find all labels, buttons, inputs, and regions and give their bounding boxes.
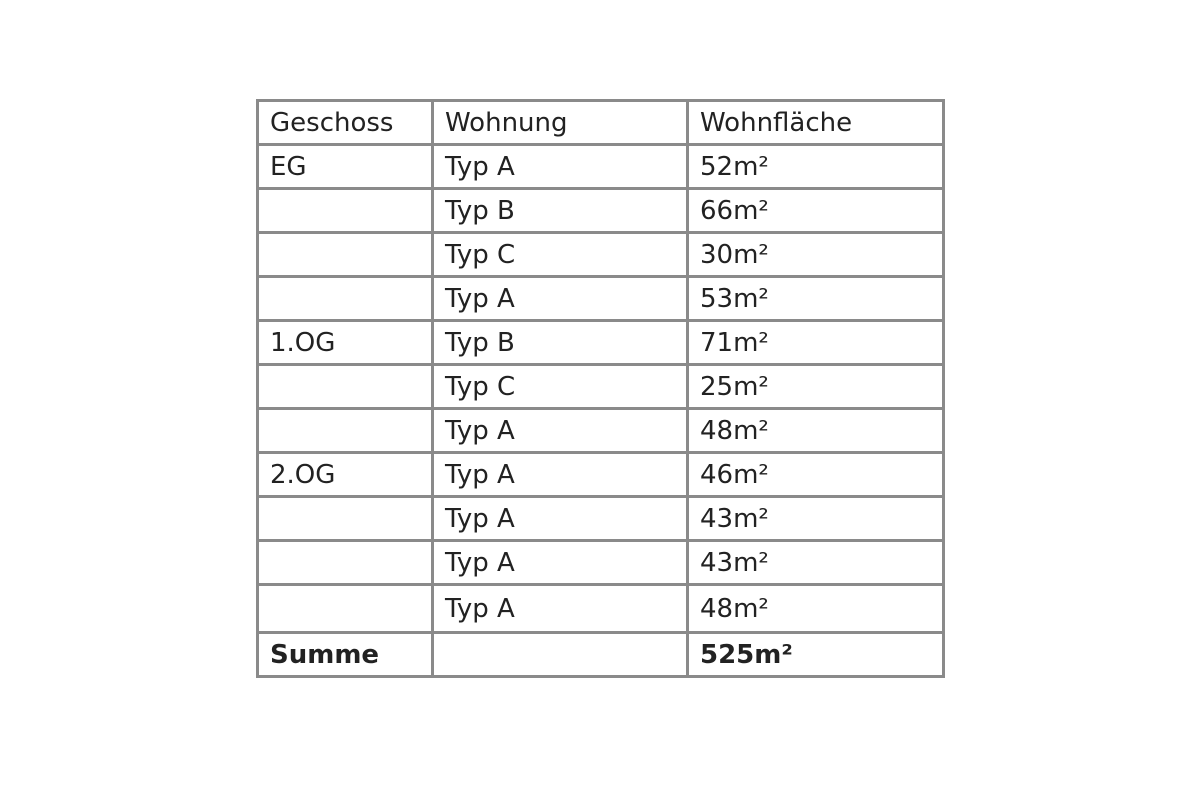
cell-wohnung: Typ C [433,365,688,409]
cell-wohnung: Typ B [433,321,688,365]
cell-wohnflaeche: 53m² [688,277,944,321]
cell-geschoss [258,541,433,585]
table-row [258,409,944,453]
total-row [258,633,944,677]
header-row [258,101,944,145]
table-row [258,585,944,633]
cell-geschoss: 1.OG [258,321,433,365]
cell-wohnflaeche: 43m² [688,541,944,585]
cell-wohnflaeche: 46m² [688,453,944,497]
table-row [258,277,944,321]
header-wohnung: Wohnung [433,101,688,145]
cell-wohnflaeche: 30m² [688,233,944,277]
cell-geschoss [258,365,433,409]
cell-wohnflaeche: 43m² [688,497,944,541]
table-row [258,145,944,189]
table-row [258,189,944,233]
total-wohnung-cell [433,633,688,677]
table-row [258,453,944,497]
table-row [258,497,944,541]
cell-wohnflaeche: 25m² [688,365,944,409]
cell-wohnung: Typ A [433,409,688,453]
table-row [258,321,944,365]
table-row [258,541,944,585]
cell-wohnung: Typ A [433,585,688,633]
cell-wohnflaeche: 52m² [688,145,944,189]
apartment-area-table [256,99,945,678]
header-geschoss: Geschoss [258,101,433,145]
cell-geschoss: EG [258,145,433,189]
cell-wohnflaeche: 71m² [688,321,944,365]
cell-geschoss [258,233,433,277]
cell-wohnflaeche: 48m² [688,585,944,633]
cell-wohnung: Typ A [433,497,688,541]
cell-geschoss [258,189,433,233]
cell-wohnung: Typ A [433,453,688,497]
cell-geschoss: 2.OG [258,453,433,497]
total-value: 525m² [688,633,944,677]
table-row [258,233,944,277]
cell-wohnung: Typ A [433,541,688,585]
cell-wohnung: Typ B [433,189,688,233]
cell-wohnung: Typ C [433,233,688,277]
cell-wohnflaeche: 66m² [688,189,944,233]
header-wohnflaeche: Wohnfläche [688,101,944,145]
cell-wohnflaeche: 48m² [688,409,944,453]
total-label: Summe [258,633,433,677]
cell-geschoss [258,409,433,453]
cell-wohnung: Typ A [433,145,688,189]
cell-geschoss [258,277,433,321]
cell-geschoss [258,585,433,633]
cell-geschoss [258,497,433,541]
cell-wohnung: Typ A [433,277,688,321]
table-row [258,365,944,409]
